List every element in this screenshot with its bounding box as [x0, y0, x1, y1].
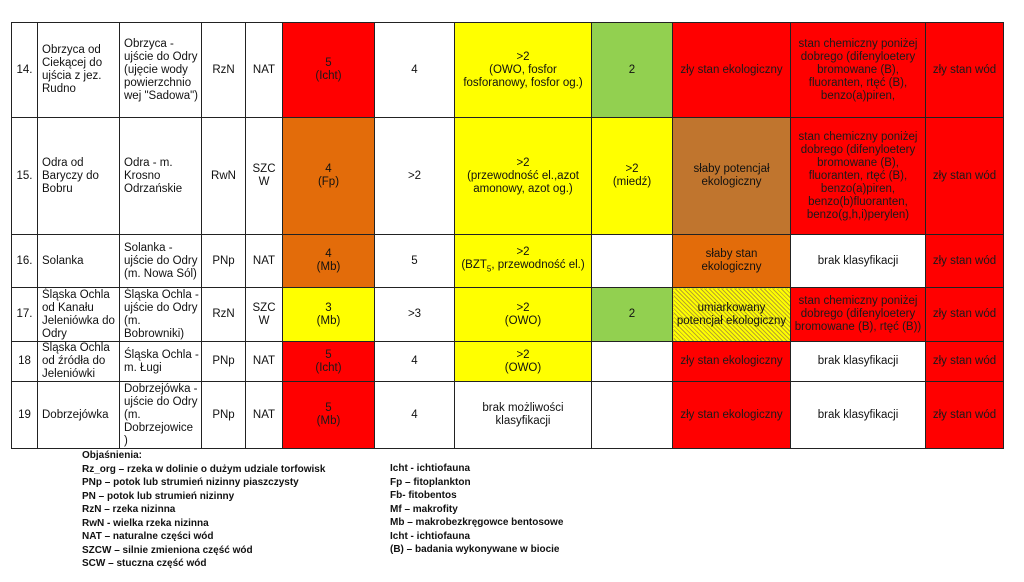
- water-status: [246, 288, 283, 342]
- row-number: [12, 342, 38, 382]
- chemical-status-text: brak klasyfikacji: [817, 355, 899, 367]
- overall-status: [926, 235, 1004, 288]
- physchem-detail: (BZT: [461, 259, 487, 272]
- chemical-status: [791, 342, 926, 382]
- specific-pollutants-class-text: 2: [628, 308, 636, 320]
- legend-item: Mf – makrofity: [390, 503, 458, 515]
- ecological-status-text: umiarkowany potencjał ekologiczny: [676, 301, 787, 327]
- water-status: [246, 382, 283, 449]
- specific-pollutants-class: [592, 382, 673, 449]
- specific-pollutants-class: [592, 342, 673, 382]
- legend-item: SZCW – silnie zmieniona część wód: [82, 544, 253, 556]
- water-status-text: NAT: [252, 254, 276, 267]
- chemical-status-text: stan chemiczny poniżej dobrego (difenyloetery bromowane (B), fluoranten, rtęć (B), benzo(a)piren, benzo(b)fluoranten, benzo(g,h,i)perylen): [798, 130, 918, 221]
- biological-class-text: 3 (Mb): [316, 301, 341, 327]
- water-type: [202, 342, 246, 382]
- water-status: [246, 23, 283, 118]
- overall-status-text: zły stan wód: [932, 408, 997, 421]
- water-body-name: [38, 382, 120, 449]
- monitoring-section: [120, 23, 202, 118]
- row-number: [12, 23, 38, 118]
- water-body-name-text: Odra od Baryczy do Bobru: [42, 156, 99, 195]
- biological-class: [283, 382, 375, 449]
- overall-status: [926, 342, 1004, 382]
- physicochemical-class: [455, 23, 592, 118]
- water-type: [202, 288, 246, 342]
- legend-left: [82, 449, 325, 571]
- monitoring-section-text: Śląska Ochla - m. Ługi: [124, 348, 199, 374]
- biological-class: [283, 23, 375, 118]
- overall-status: [926, 118, 1004, 235]
- water-status-text: SZC W: [252, 301, 276, 327]
- overall-status: [926, 23, 1004, 118]
- legend-title: Objaśnienia:: [82, 450, 143, 461]
- table-row: [12, 288, 1004, 342]
- specific-pollutants-class: [592, 118, 673, 235]
- physchem-subscript: 5: [486, 264, 492, 274]
- table-row: [12, 235, 1004, 288]
- table-body: [12, 23, 1004, 449]
- specific-pollutants-class-text: 2: [628, 63, 636, 76]
- monitoring-section: [120, 288, 202, 342]
- legend-item: PN – potok lub strumień nizinny: [82, 490, 235, 502]
- physicochemical-class-text: brak możliwości klasyfikacji: [482, 402, 564, 427]
- legend-item: Fp – fitoplankton: [390, 476, 471, 488]
- row-number-text: 14.: [16, 63, 33, 76]
- biological-class-text: 4 (Mb): [316, 248, 341, 273]
- water-type: [202, 235, 246, 288]
- water-type-text: RwN: [211, 169, 236, 182]
- chemical-status: [791, 235, 926, 288]
- chemical-status-text: stan chemiczny poniżej dobrego (difenyloetery bromowane (B), rtęć (B)): [794, 295, 922, 333]
- water-body-name: [38, 23, 120, 118]
- legend-right: [390, 462, 563, 557]
- overall-status-text: zły stan wód: [932, 308, 997, 320]
- water-body-name-text: Śląska Ochla od Kanału Jeleniówka do Odry: [42, 288, 115, 340]
- legend-item: Icht - ichtiofauna: [390, 530, 470, 542]
- physchem-value: >2: [516, 246, 530, 259]
- water-type-text: PNp: [212, 408, 235, 421]
- overall-status-text: zły stan wód: [932, 254, 997, 267]
- water-body-name-text: Śląska Ochla od źródła do Jeleniówki: [42, 342, 110, 380]
- overall-status-text: zły stan wód: [932, 355, 997, 367]
- table-row: [12, 342, 1004, 382]
- biological-class: [283, 288, 375, 342]
- ecological-status: [673, 118, 791, 235]
- water-type: [202, 118, 246, 235]
- ecological-status-text: zły stan ekologiczny: [680, 355, 783, 367]
- ecological-status-text: zły stan ekologiczny: [680, 408, 783, 421]
- biological-class: [283, 235, 375, 288]
- hydromorphological-class: [375, 118, 455, 235]
- physicochemical-class-text: >2 (OWO, fosfor fosforanowy, fosfor og.): [463, 50, 583, 89]
- hydromorphological-class-text: 4: [411, 355, 418, 367]
- legend-item: NAT – naturalne części wód: [82, 531, 214, 542]
- row-number-text: 15.: [16, 169, 33, 182]
- hydromorphological-class-text: >2: [407, 169, 422, 182]
- overall-status: [926, 288, 1004, 342]
- overall-status-text: zły stan wód: [932, 63, 997, 76]
- specific-pollutants-class: [592, 235, 673, 288]
- legend-item: Icht - ichtiofauna: [390, 463, 470, 474]
- chemical-status-text: brak klasyfikacji: [817, 254, 899, 267]
- ecological-status: [673, 288, 791, 342]
- ecological-status: [673, 382, 791, 449]
- legend-item: PNp – potok lub strumień nizinny piaszczysty: [82, 477, 299, 488]
- legend-item: Rz_org – rzeka w dolinie o dużym udziale torfowisk: [82, 463, 326, 475]
- physicochemical-class: [455, 288, 592, 342]
- water-body-name: [38, 118, 120, 235]
- ecological-status: [673, 23, 791, 118]
- chemical-status: [791, 382, 926, 449]
- physicochemical-class: [455, 235, 592, 288]
- row-number: [12, 288, 38, 342]
- hydromorphological-class: [375, 23, 455, 118]
- legend-item: RwN - wielka rzeka nizinna: [82, 517, 209, 529]
- water-body-name-text: Obrzyca od Ciekącej do ujścia z jez. Rudno: [42, 44, 103, 95]
- row-number-text: 18: [18, 355, 31, 367]
- water-body-name-text: Solanka: [42, 254, 84, 267]
- specific-pollutants-class: [592, 23, 673, 118]
- ecological-status-text: zły stan ekologiczny: [680, 63, 783, 76]
- physicochemical-class: [455, 118, 592, 235]
- ecological-status-text: słaby potencjał ekologiczny: [693, 163, 770, 188]
- monitoring-section-text: Obrzyca - ujście do Odry (ujęcie wody powierzchnio wej "Sadowa"): [124, 37, 199, 102]
- row-number-text: 19: [18, 408, 31, 421]
- water-status: [246, 342, 283, 382]
- row-number: [12, 118, 38, 235]
- hydromorphological-class-text: >3: [407, 308, 422, 320]
- hydromorphological-class-text: 4: [411, 408, 418, 421]
- row-number: [12, 235, 38, 288]
- ecological-status: [673, 342, 791, 382]
- monitoring-section-text: Śląska Ochla - ujście do Odry (m. Bobrowniki): [124, 288, 199, 340]
- ecological-status-text: słaby stan ekologiczny: [701, 248, 762, 273]
- chemical-status-text: stan chemiczny poniżej dobrego (difenyloetery bromowane (B), fluoranten, rtęć (B), benzo(a)piren,: [798, 37, 918, 102]
- legend-item: Fb- fitobentos: [390, 490, 457, 501]
- water-status-text: NAT: [252, 355, 276, 367]
- hydromorphological-class-text: 5: [411, 254, 418, 267]
- row-number-text: 17.: [16, 308, 33, 320]
- chemical-status: [791, 118, 926, 235]
- ecological-status: [673, 235, 791, 288]
- physicochemical-class: [455, 382, 592, 449]
- water-status-text: SZC W: [252, 163, 276, 188]
- water-type-text: RzN: [212, 308, 235, 320]
- specific-pollutants-class-text: >2 (miedź): [612, 163, 652, 188]
- legend-item: Mb – makrobezkręgowce bentosowe: [390, 517, 564, 528]
- overall-status: [926, 382, 1004, 449]
- water-body-name: [38, 235, 120, 288]
- physicochemical-class-text: >2 (OWO): [504, 348, 542, 374]
- water-status: [246, 235, 283, 288]
- physicochemical-class-text: >2 (OWO): [504, 301, 542, 327]
- hydromorphological-class: [375, 288, 455, 342]
- water-status-text: NAT: [252, 63, 276, 76]
- chemical-status: [791, 288, 926, 342]
- biological-class-text: 5 (Icht): [315, 348, 342, 374]
- water-status: [246, 118, 283, 235]
- monitoring-section: [120, 118, 202, 235]
- table-row: [12, 23, 1004, 118]
- water-body-name-text: Dobrzejówka: [42, 408, 109, 421]
- water-type: [202, 23, 246, 118]
- table-row: [12, 382, 1004, 449]
- overall-status-text: zły stan wód: [932, 169, 997, 182]
- water-type-text: RzN: [212, 63, 235, 76]
- monitoring-section-text: Solanka - ujście do Odry (m. Nowa Sól): [124, 241, 198, 280]
- water-status-text: NAT: [252, 408, 276, 421]
- chemical-status-text: brak klasyfikacji: [817, 408, 899, 421]
- biological-class: [283, 342, 375, 382]
- monitoring-section-text: Dobrzejówka - ujście do Odry (m. Dobrzejowice ): [124, 382, 198, 447]
- hydromorphological-class-text: 4: [411, 63, 418, 76]
- hydromorphological-class: [375, 235, 455, 288]
- water-status-table: [11, 22, 1004, 449]
- table-row: [12, 118, 1004, 235]
- legend-item: RzN – rzeka nizinna: [82, 504, 176, 515]
- legend-item: SCW – stuczna część wód: [82, 558, 207, 569]
- specific-pollutants-class: [592, 288, 673, 342]
- hydromorphological-class: [375, 342, 455, 382]
- monitoring-section: [120, 342, 202, 382]
- water-body-name: [38, 288, 120, 342]
- physchem-detail-rest: , przewodność el.): [491, 259, 585, 272]
- water-type-text: PNp: [212, 254, 235, 267]
- water-body-name: [38, 342, 120, 382]
- row-number: [12, 382, 38, 449]
- biological-class-text: 4 (Fp): [317, 163, 340, 188]
- row-number-text: 16.: [16, 254, 33, 267]
- biological-class-text: 5 (Mb): [316, 402, 341, 427]
- water-type: [202, 382, 246, 449]
- water-type-text: PNp: [212, 355, 235, 367]
- legend-item: (B) – badania wykonywane w biocie: [390, 544, 560, 555]
- biological-class-text: 5 (Icht): [315, 57, 342, 82]
- physicochemical-class-text: >2 (przewodność el.,azot amonowy, azot og.): [467, 156, 579, 195]
- physicochemical-class: [455, 342, 592, 382]
- biological-class: [283, 118, 375, 235]
- chemical-status: [791, 23, 926, 118]
- monitoring-section: [120, 382, 202, 449]
- monitoring-section-text: Odra - m. Krosno Odrzańskie: [124, 156, 183, 195]
- monitoring-section: [120, 235, 202, 288]
- hydromorphological-class: [375, 382, 455, 449]
